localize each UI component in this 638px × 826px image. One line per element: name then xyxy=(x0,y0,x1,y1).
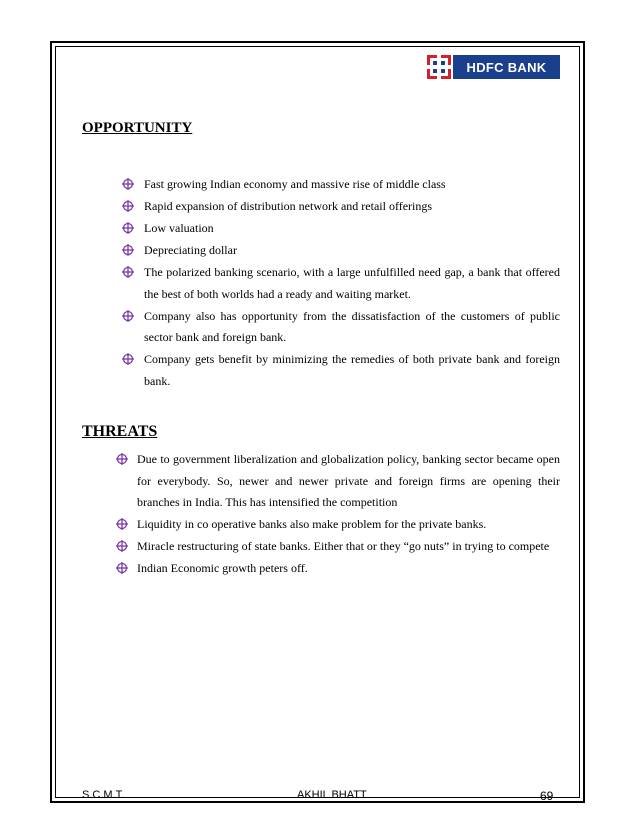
circle-cross-bullet-icon xyxy=(116,518,128,530)
circle-cross-bullet-icon xyxy=(116,562,128,574)
threats-item-text: Indian Economic growth peters off. xyxy=(137,561,308,575)
opportunity-item xyxy=(120,218,560,240)
footer-author: AKHIL BHATT xyxy=(297,789,367,801)
circle-cross-bullet-icon xyxy=(116,453,128,465)
circle-cross-bullet-icon xyxy=(122,353,134,365)
opportunity-item xyxy=(120,262,560,305)
threats-heading: THREATS xyxy=(82,423,158,440)
circle-cross-bullet-icon xyxy=(122,200,134,212)
opportunity-item-text: Low valuation xyxy=(144,221,214,235)
circle-cross-bullet-icon xyxy=(122,222,134,234)
logo-text: HDFC BANK xyxy=(453,55,560,79)
opportunity-item xyxy=(120,349,560,392)
threats-item xyxy=(116,449,560,514)
hdfc-logo-mark-icon xyxy=(427,55,451,79)
opportunity-item-text: Company gets benefit by minimizing the remedies of both private bank and foreign bank. xyxy=(144,352,560,388)
circle-cross-bullet-icon xyxy=(122,310,134,322)
threats-item xyxy=(116,558,560,580)
threats-item xyxy=(116,514,560,536)
page-border-inner xyxy=(55,46,580,798)
threats-item-text: Liquidity in co operative banks also make problem for the private banks. xyxy=(137,517,487,531)
opportunity-item xyxy=(120,174,560,196)
threats-item-text: Due to government liberalization and globalization policy, banking sector became open for everybody. So, newer and newer private and foreign firms are opening their branches in India. This has intensified the competition xyxy=(137,452,560,509)
threats-item xyxy=(116,536,560,558)
circle-cross-bullet-icon xyxy=(116,540,128,552)
opportunity-item-text: Depreciating dollar xyxy=(144,243,237,257)
page-number: 69 xyxy=(540,789,554,803)
opportunity-item-text: The polarized banking scenario, with a large unfulfilled need gap, a bank that offered the best of both worlds had a ready and waiting market. xyxy=(144,265,560,301)
opportunity-list xyxy=(120,174,560,393)
opportunity-item xyxy=(120,196,560,218)
circle-cross-bullet-icon xyxy=(122,178,134,190)
opportunity-item xyxy=(120,306,560,349)
opportunity-item xyxy=(120,240,560,262)
opportunity-item-text: Rapid expansion of distribution network and retail offerings xyxy=(144,199,433,213)
threats-list xyxy=(116,449,560,580)
threats-item-text: Miracle restructuring of state banks. Either that or they “go nuts” in trying to compete xyxy=(137,539,550,553)
footer-institute: S.C.M.T. xyxy=(82,789,125,801)
hdfc-bank-logo xyxy=(427,55,560,79)
opportunity-heading: OPPORTUNITY xyxy=(82,120,193,136)
opportunity-item-text: Company also has opportunity from the dissatisfaction of the customers of public sector bank and foreign bank. xyxy=(144,308,560,344)
opportunity-item-text: Fast growing Indian economy and massive rise of middle class xyxy=(144,177,446,191)
circle-cross-bullet-icon xyxy=(122,266,134,278)
circle-cross-bullet-icon xyxy=(122,244,134,256)
